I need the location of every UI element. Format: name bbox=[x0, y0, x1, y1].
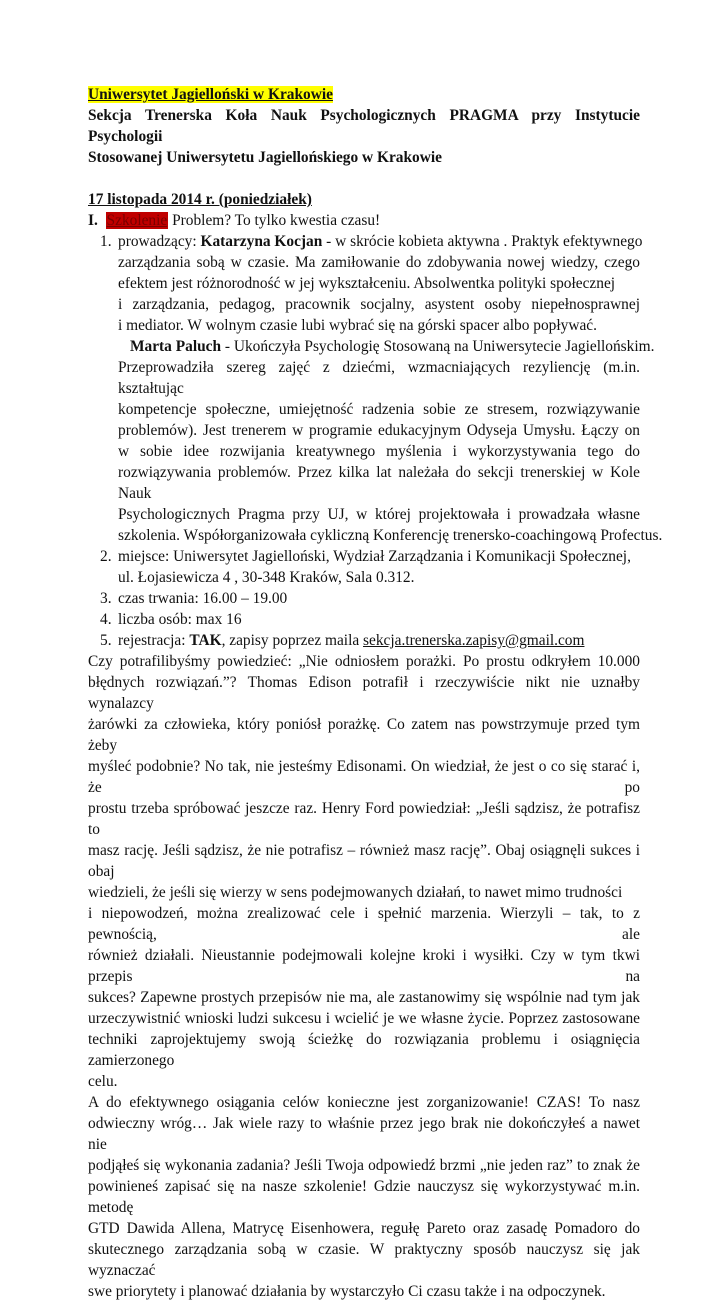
paragraph-2-line-2: odwieczny wróg… Jak wiele razy to właśnie przez jego brak nie dokończyłeś a nawet nie bbox=[88, 1115, 640, 1153]
university-heading bbox=[88, 84, 640, 105]
training-tag: Szkolenie bbox=[106, 212, 168, 229]
list-item-1-line-5: i mediator. W wolnym czasie lubi wybrać się na górski spacer albo popływać. bbox=[118, 317, 597, 334]
paragraph-1-line-7: wiedzieli, że jeśli się wierzy w sens podejmowanych działań, to nawet mimo trudności bbox=[88, 884, 623, 901]
paragraph-2-line-3: podjąłeś się wykonania zadania? Jeśli Twoja odpowiedź brzmi „nie jeden raz” to znak że bbox=[88, 1157, 640, 1174]
list-item-1-line-10: w sobie idee rozwijania kreatywnego myślenia i wykorzystywania tego do bbox=[118, 443, 640, 460]
list-item-1-line-9: problemów). Jest trenerem w programie edukacyjnym Odyseja Umysłu. Łączy on bbox=[118, 422, 640, 439]
paragraph-1-line-13: celu. bbox=[88, 1073, 118, 1090]
paragraph-1-line-10: sukces? Zapewne prostych przepisów nie ma, ale zastanowimy się wspólnie nad tym jak bbox=[88, 989, 640, 1006]
roman-numeral: I. bbox=[88, 212, 98, 229]
list-item-5: 5. rejestracja: TAK, zapisy poprzez maila sekcja.trenerska.zapisy@gmail.com bbox=[100, 632, 585, 649]
list-item-3: 3. czas trwania: 16.00 – 19.00 bbox=[100, 590, 288, 607]
list-item-1-line-3: efektem jest różnorodność w jej wykształceniu. Absolwentka polityki społecznej bbox=[118, 275, 616, 292]
section-line-2: Stosowanej Uniwersytetu Jagiellońskiego w Krakowie bbox=[88, 149, 442, 166]
list-item-1-line-2: zarządzania sobą w czasie. Ma zamiłowanie do zdobywania nowej wiedzy, czego bbox=[118, 254, 640, 271]
registration-status: TAK bbox=[189, 632, 222, 649]
list-item-1-line-8: kompetencje społeczne, umiejętność radzenia sobie ze stresem, rozwiązywanie bbox=[118, 401, 640, 418]
paragraph-1-line-9: również działali. Nieustannie podejmowali kolejne kroki i wysiłki. Czy w tym tkwi przepis na bbox=[88, 947, 640, 985]
registration-email-link[interactable]: sekcja.trenerska.zapisy@gmail.com bbox=[363, 632, 585, 649]
event-date: 17 listopada 2014 r. (poniedziałek) bbox=[88, 191, 312, 208]
paragraph-1-line-8: i niepowodzeń, można zrealizować cele i spełnić marzenia. Wierzyli – tak, to z pewnością, ale bbox=[88, 905, 640, 943]
list-item-1-line-1: 1. prowadzący: Katarzyna Kocjan - w skrócie kobieta aktywna . Praktyk efektywnego bbox=[100, 233, 643, 250]
paragraph-1-line-2: błędnych rozwiązań.”? Thomas Edison potrafił i rzeczywiście nikt nie uznałby wynalazcy bbox=[88, 674, 640, 712]
list-item-1-line-7: Przeprowadziła szereg zajęć z dziećmi, wzmacniających rezyliencję (m.in. kształtując bbox=[118, 359, 640, 397]
list-item-1-line-4: i zarządzania, pedagog, pracownik socjalny, asystent osoby niepełnosprawnej bbox=[118, 296, 640, 313]
list-item-1-line-6: Marta Paluch - Ukończyła Psychologię Stosowaną na Uniwersytecie Jagiellońskim. bbox=[130, 338, 655, 355]
paragraph-1-line-4: myśleć podobnie? No tak, nie jesteśmy Edisonami. On wiedział, że jest o co się starać i, że po bbox=[88, 758, 640, 796]
paragraph-1-line-6: masz rację. Jeśli sądzisz, że nie potrafisz – również masz rację”. Obaj osiągnęli sukces i obaj bbox=[88, 842, 640, 880]
paragraph-2-line-5: GTD Dawida Allena, Matrycę Eisenhowera, regułę Pareto oraz zasadę Pomadoro do bbox=[88, 1220, 640, 1237]
university-name: Uniwersytet Jagielloński w Krakowie bbox=[88, 86, 333, 103]
list-item-1-line-11: rozwiązywania problemów. Przez kilka lat należała do sekcji trenerskiej w Kole Nauk bbox=[118, 464, 640, 502]
paragraph-2-line-6: skutecznego zarządzania sobą w czasie. W praktyczny sposób nauczysz się jak wyznaczać bbox=[88, 1241, 640, 1279]
paragraph-1-line-1: Czy potrafilibyśmy powiedzieć: „Nie odniosłem porażki. Po prostu odkryłem 10.000 bbox=[88, 653, 640, 670]
list-item-4: 4. liczba osób: max 16 bbox=[100, 611, 242, 628]
list-item-1-line-12: Psychologicznych Pragma przy UJ, w której projektowała i prowadzała własne bbox=[118, 506, 640, 523]
trainer-name-1: Katarzyna Kocjan bbox=[200, 233, 323, 250]
list-item-1-line-13: szkolenia. Współorganizowała cykliczną Konferencję trenersko-coachingową Profectus. bbox=[118, 527, 663, 544]
paragraph-1-line-12: techniki zaprojektujemy swoją ścieżkę do rozwiązania problemu i osiągnięcia zamierzonego bbox=[88, 1031, 640, 1069]
section-line-1: Sekcja Trenerska Koła Nauk Psychologicznych PRAGMA przy Instytucie Psychologii bbox=[88, 107, 640, 145]
event-title bbox=[88, 210, 640, 231]
paragraph-1-line-3: żarówki za człowieka, który poniósł porażkę. Co zatem nas powstrzymuje przed tym żeby bbox=[88, 716, 640, 754]
trainer-name-2: Marta Paluch bbox=[130, 338, 222, 355]
paragraph-1-line-5: prostu trzeba spróbować jeszcze raz. Henry Ford powiedział: „Jeśli sądzisz, że potrafisz to bbox=[88, 800, 640, 838]
spacer bbox=[88, 168, 640, 189]
paragraph-2-line-7: swe priorytety i planować działania by wystarczyło Ci czasu także i na odpoczynek. bbox=[88, 1283, 606, 1300]
list-item-2-line-2: ul. Łojasiewicza 4 , 30-348 Kraków, Sala 0.312. bbox=[118, 569, 415, 586]
paragraph-2-line-1: A do efektywnego osiągania celów konieczne jest zorganizowanie! CZAS! To nasz bbox=[88, 1094, 640, 1111]
list-item-2-line-1: 2. miejsce: Uniwersytet Jagielloński, Wydział Zarządzania i Komunikacji Społecznej, bbox=[100, 548, 631, 565]
event-title-text: Problem? To tylko kwestia czasu! bbox=[168, 212, 381, 229]
paragraph-2-line-4: powinieneś zapisać się na nasze szkolenie! Gdzie nauczysz się wykorzystywać m.in. metodę bbox=[88, 1178, 640, 1216]
document-page bbox=[88, 84, 663, 1302]
paragraph-1-line-11: urzeczywistnić wnioski ludzi sukcesu i wcielić je we własne życie. Poprzez zastosowane bbox=[88, 1010, 640, 1027]
